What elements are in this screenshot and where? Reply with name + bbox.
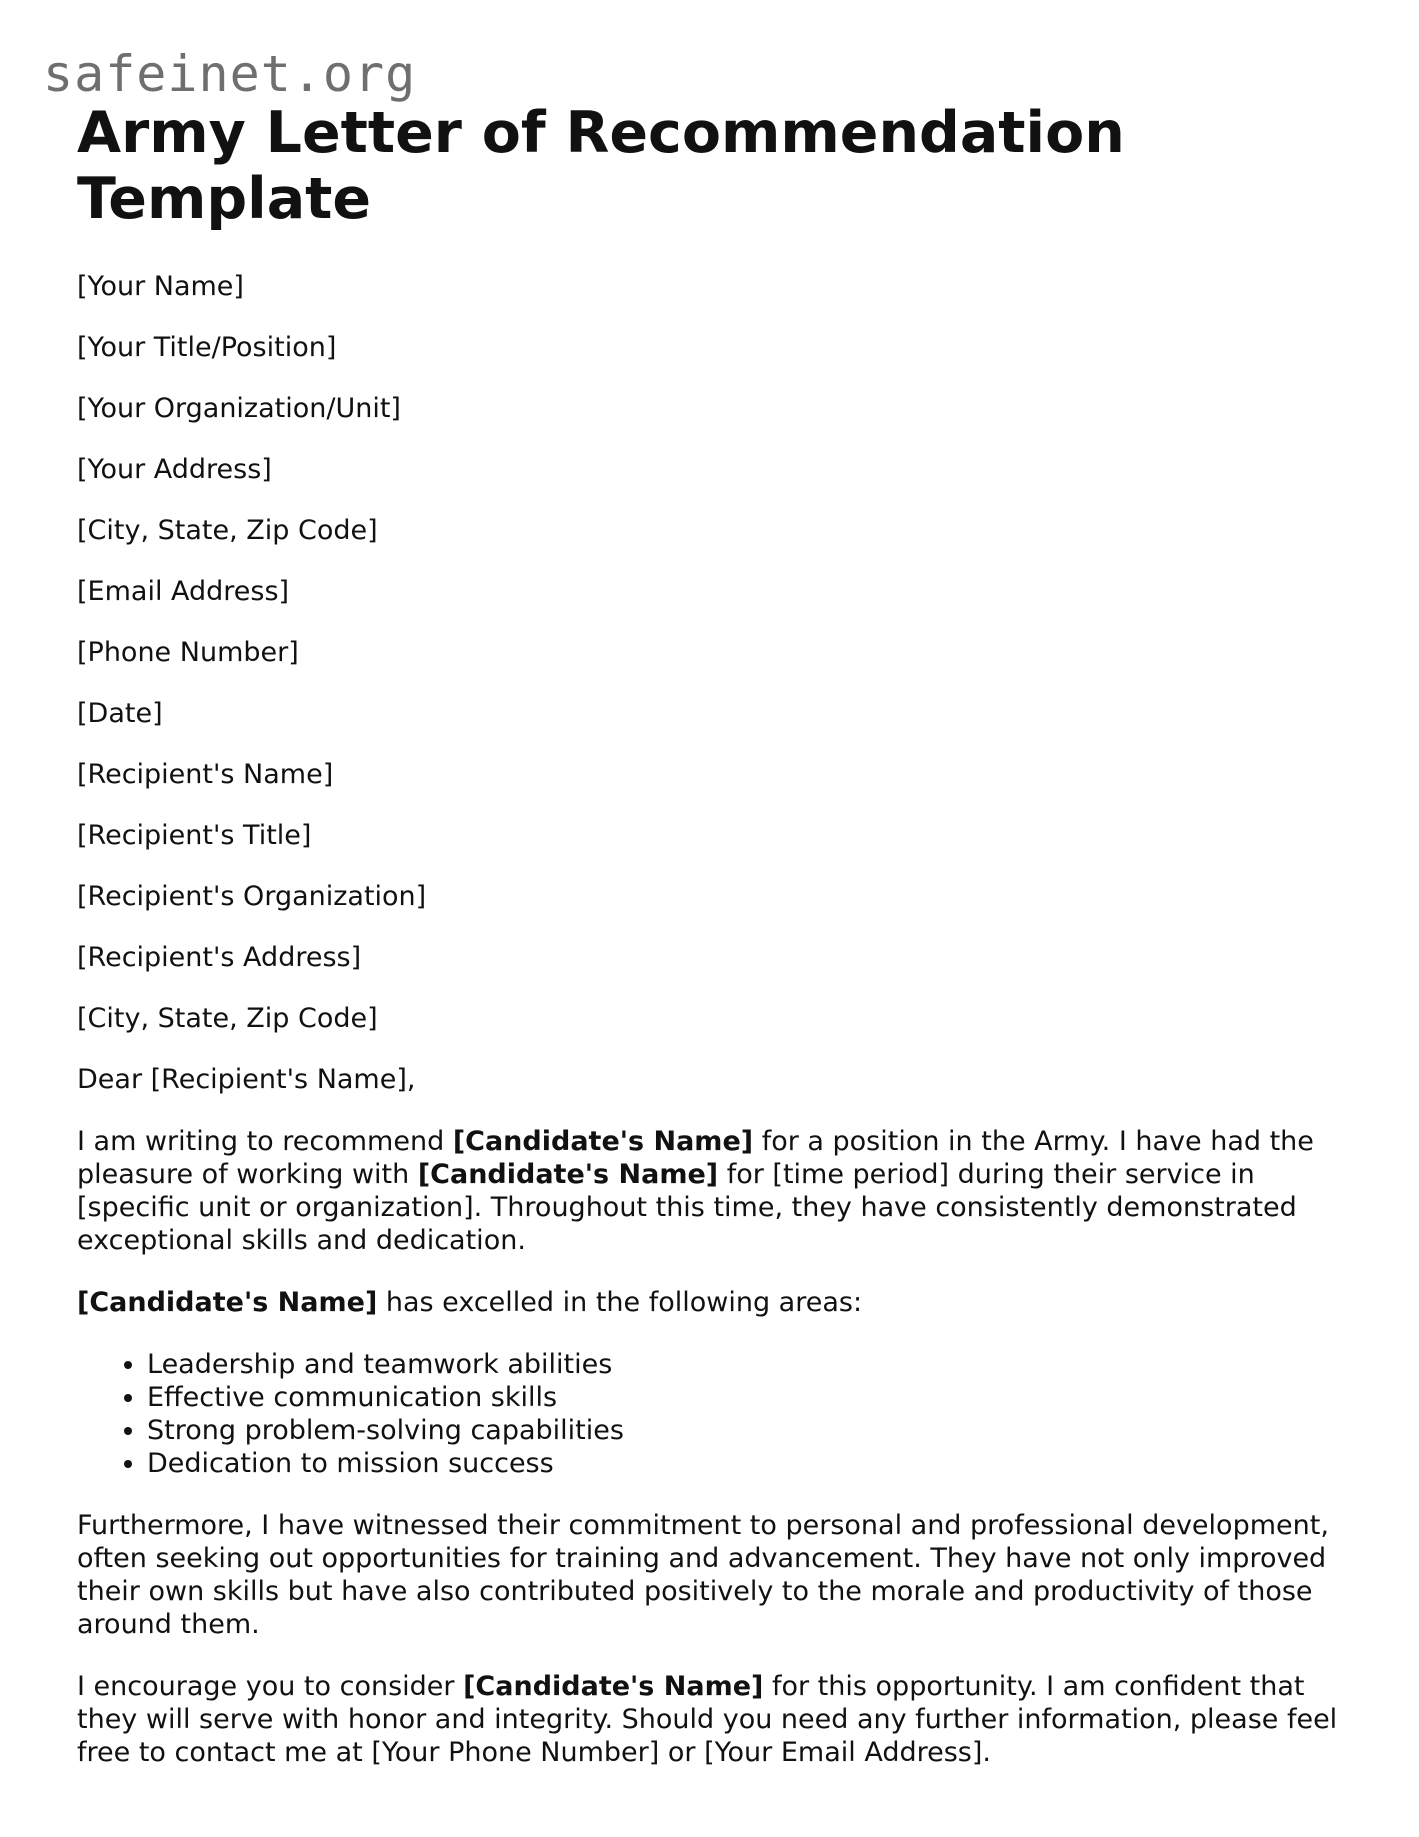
- intro-text-a: I am writing to recommend: [77, 1126, 453, 1157]
- closing-text-b: for this opportunity. I am confident that they will serve with honor and integrity. Should you need any further information, please feel free to contact me at [Your Phone Number] or [Your Email Address].: [77, 1671, 1338, 1768]
- paragraph-intro: [77, 1125, 1367, 1257]
- areas-list: [77, 1348, 1367, 1480]
- recipient-block: [77, 759, 1367, 1035]
- recipient-title: [Recipient's Title]: [77, 820, 312, 851]
- paragraph-areas-intro: [77, 1286, 1367, 1319]
- intro-text-c: for [time period] during their service in [specific unit or organization]. Throughout this time, they have consistently demonstrated exceptional skills and dedication.: [77, 1159, 1297, 1256]
- sender-title: [Your Title/Position]: [77, 332, 337, 363]
- paragraph-closing: [77, 1670, 1367, 1769]
- sender-phone: [Phone Number]: [77, 637, 299, 668]
- sender-name: [Your Name]: [77, 271, 244, 302]
- recipient-name: [Recipient's Name]: [77, 759, 334, 790]
- sender-email: [Email Address]: [77, 576, 290, 607]
- page-title: Army Letter of Recommendation Template: [77, 100, 1125, 232]
- letter-date: [Date]: [77, 698, 163, 729]
- candidate-name: [Candidate's Name]: [452, 1126, 754, 1157]
- candidate-name: [Candidate's Name]: [463, 1671, 764, 1702]
- list-item: • Leadership and teamwork abilities: [147, 1348, 1367, 1381]
- watermark: safeinet.org: [43, 45, 417, 103]
- list-item: • Dedication to mission success: [147, 1447, 1367, 1480]
- list-item: • Effective communication skills: [147, 1381, 1367, 1414]
- areas-intro-text: has excelled in the following areas:: [377, 1287, 863, 1318]
- sender-organization: [Your Organization/Unit]: [77, 393, 401, 424]
- recipient-organization: [Recipient's Organization]: [77, 881, 427, 912]
- paragraph-development: Furthermore, I have witnessed their commitment to personal and professional development, often seeking out opportunities for training and advancement. They have not only improved their own skills but have also contributed positively to the morale and productivity of those around them.: [77, 1510, 1329, 1640]
- list-item: • Strong problem-solving capabilities: [147, 1414, 1367, 1447]
- sender-address: [Your Address]: [77, 454, 272, 485]
- recipient-city-state-zip: [City, State, Zip Code]: [77, 1003, 378, 1034]
- recipient-address: [Recipient's Address]: [77, 942, 362, 973]
- candidate-name: [Candidate's Name]: [77, 1287, 378, 1318]
- intro-text-b: for a position in the Army. I have had the pleasure of working with: [77, 1126, 1314, 1190]
- sender-city-state-zip: [City, State, Zip Code]: [77, 515, 378, 546]
- salutation: Dear [Recipient's Name],: [77, 1064, 416, 1095]
- sender-block: [77, 271, 1367, 669]
- letter-page: [77, 100, 1367, 1798]
- candidate-name: [Candidate's Name]: [417, 1159, 719, 1190]
- closing-text-a: I encourage you to consider: [77, 1671, 464, 1702]
